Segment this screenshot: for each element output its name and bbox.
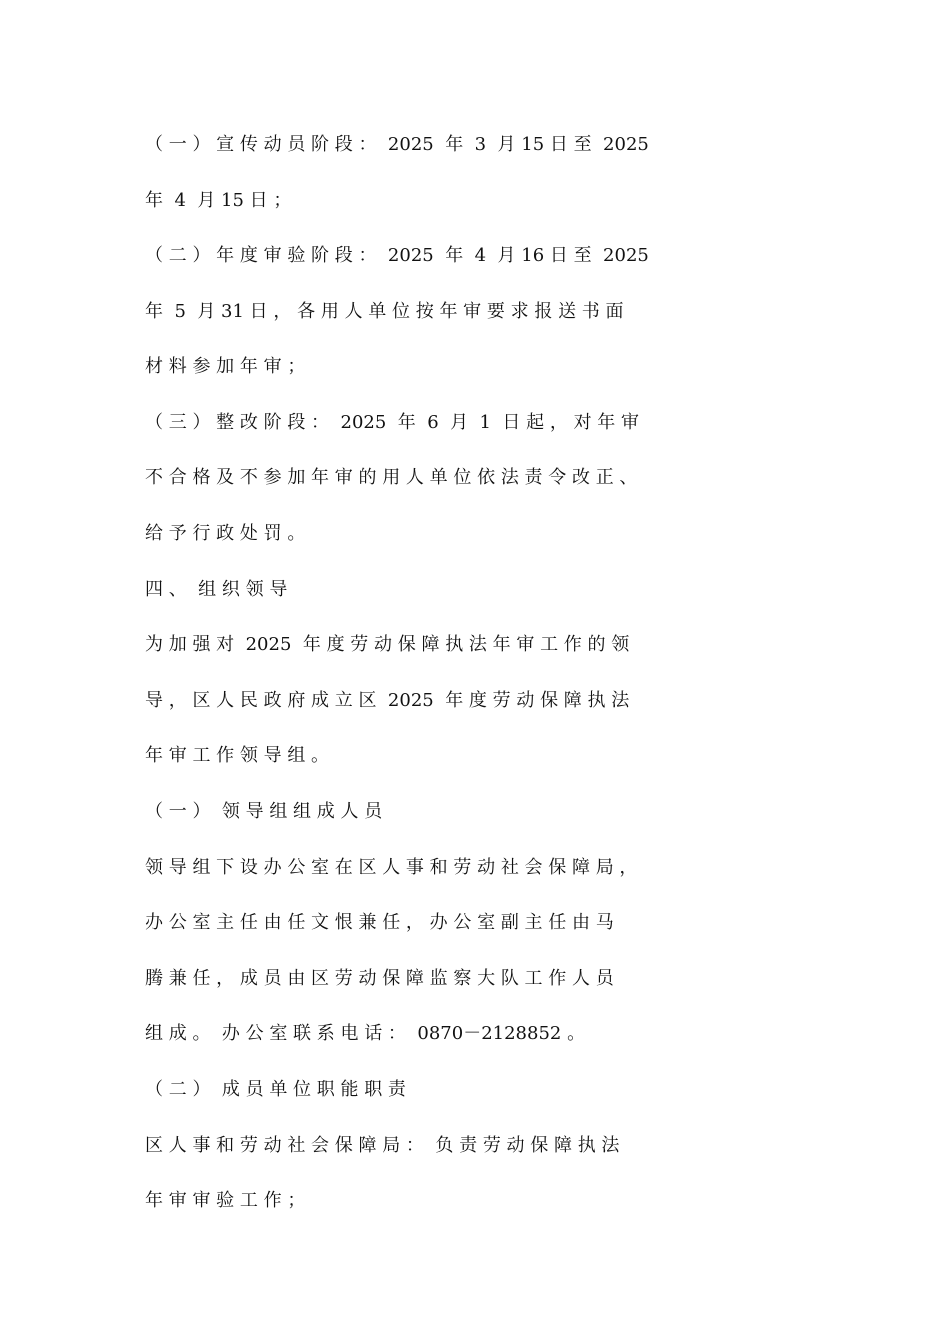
subsection-heading: （ 二 ） 成 员 单 位 职 能 职 责 <box>145 1079 406 1100</box>
text-line: 办 公 室 主 任 由 任 文 恨 兼 任 ， 办 公 室 副 主 任 由 马 <box>145 912 614 933</box>
text-line: 给 予 行 政 处 罚 。 <box>145 523 306 544</box>
text-line: 年 4 月 15 日 ； <box>145 190 292 211</box>
text-line: 腾 兼 任 ， 成 员 由 区 劳 动 保 障 监 察 大 队 工 作 人 员 <box>145 968 614 989</box>
text-line: 材 料 参 加 年 审 ； <box>145 356 306 377</box>
text-line: （ 三 ） 整 改 阶 段 ： 2025 年 6 月 1 日 起 ， 对 年 审 <box>145 412 640 433</box>
subsection-heading: （ 一 ） 领 导 组 组 成 人 员 <box>145 801 383 822</box>
text-line: 导 ， 区 人 民 政 府 成 立 区 2025 年 度 劳 动 保 障 执 法 <box>145 690 630 711</box>
section-heading: 四 、 组 织 领 导 <box>145 579 288 600</box>
text-line: 不 合 格 及 不 参 加 年 审 的 用 人 单 位 依 法 责 令 改 正 、 <box>145 467 638 488</box>
text-line: 区 人 事 和 劳 动 社 会 保 障 局 ： 负 责 劳 动 保 障 执 法 <box>145 1135 620 1156</box>
text-line: 年 审 工 作 领 导 组 。 <box>145 745 330 766</box>
text-line: 年 5 月 31 日 ， 各 用 人 单 位 按 年 审 要 求 报 送 书 面 <box>145 301 624 322</box>
text-line: （ 二 ） 年 度 审 验 阶 段 ： 2025 年 4 月 16 日 至 2025 <box>145 245 649 266</box>
text-line: 年 审 审 验 工 作 ； <box>145 1190 306 1211</box>
text-line: 领 导 组 下 设 办 公 室 在 区 人 事 和 劳 动 社 会 保 障 局 ， <box>145 857 638 878</box>
text-line: 组 成 。 办 公 室 联 系 电 话 ： 0870－2128852 。 <box>145 1023 586 1044</box>
text-line: 为 加 强 对 2025 年 度 劳 动 保 障 执 法 年 审 工 作 的 领 <box>145 634 630 655</box>
text-line: （ 一 ） 宣 传 动 员 阶 段 ： 2025 年 3 月 15 日 至 2025 <box>145 134 649 155</box>
